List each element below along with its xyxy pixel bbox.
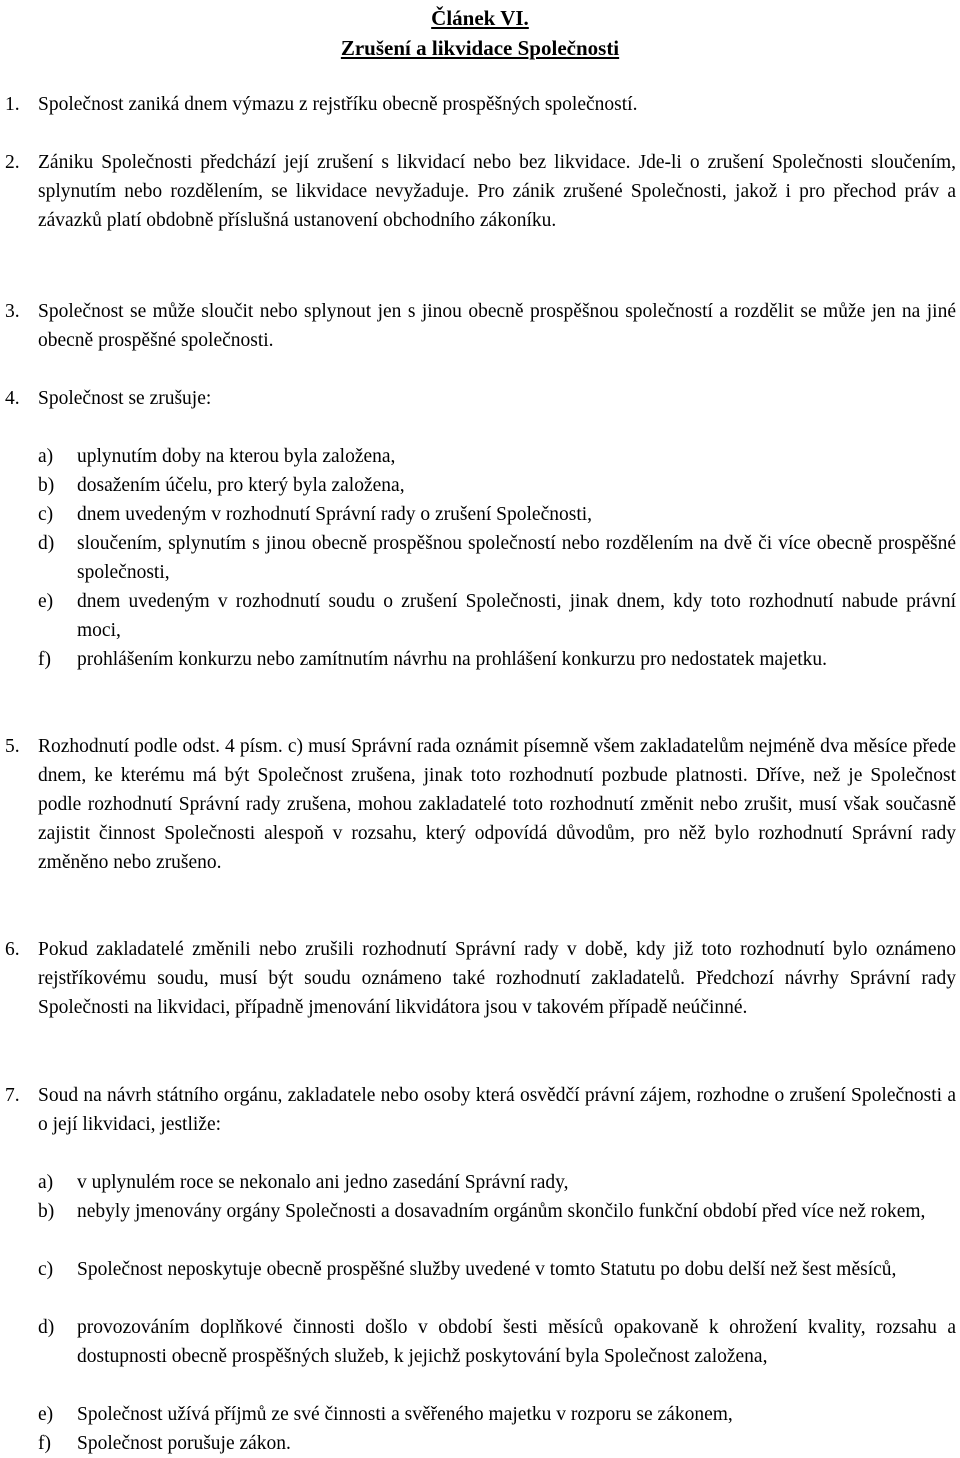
- list-letter: d): [38, 1317, 55, 1338]
- list-letter: c): [38, 1259, 54, 1280]
- paragraph-1: [0, 90, 956, 119]
- paragraph-number: 3.: [5, 301, 20, 322]
- paragraph-3: [0, 297, 956, 355]
- list-item: [38, 1168, 956, 1197]
- list-letter: c): [38, 504, 54, 525]
- list-text: v uplynulém roce se nekonalo ani jedno zasedání Správní rady,: [77, 1172, 569, 1193]
- list-item: [38, 1255, 956, 1284]
- paragraph-4: [0, 384, 956, 413]
- paragraph-2: [0, 148, 956, 235]
- list-text: provozováním doplňkové činnosti došlo v období šesti měsíců opakovaně k ohrožení kvality, rozsahu a dostupnosti obecně prospěšných služeb, k jejichž poskytování byla Společnost založena,: [77, 1317, 956, 1367]
- paragraph-text: Společnost se může sloučit nebo splynout jen s jinou obecně prospěšnou společností a rozdělit se může jen na jiné obecně prospěšné společnosti.: [38, 301, 956, 351]
- list-item: [38, 1429, 956, 1458]
- list-item: [38, 529, 956, 587]
- article-title: Zrušení a likvidace Společnosti: [340, 36, 620, 60]
- list-letter: b): [38, 1201, 55, 1222]
- list-text: Společnost užívá příjmů ze své činnosti a svěřeného majetku v rozporu se zákonem,: [77, 1404, 733, 1425]
- list-text: uplynutím doby na kterou byla založena,: [77, 446, 396, 467]
- article-number: Článek VI.: [431, 6, 529, 30]
- paragraph-number: 1.: [5, 94, 20, 115]
- paragraph-number: 6.: [5, 939, 20, 960]
- list-text: dnem uvedeným v rozhodnutí soudu o zrušení Společnosti, jinak dnem, kdy toto rozhodnutí nabude právní moci,: [77, 591, 956, 641]
- list-text: sloučením, splynutím s jinou obecně prospěšnou společností nebo rozdělením na dvě či více obecně prospěšné společnosti,: [77, 533, 956, 583]
- paragraph-number: 4.: [5, 388, 20, 409]
- paragraph-number: 7.: [5, 1085, 20, 1106]
- paragraph-text: Zániku Společnosti předchází její zrušení s likvidací nebo bez likvidace. Jde-li o zrušení Společnosti sloučením, splynutím nebo rozdělením, se likvidace nevyžaduje. Pro zánik zrušené Společnosti, jakož i pro přechod práv a závazků platí obdobně příslušná ustanovení obchodního zákoníku.: [38, 152, 956, 231]
- paragraph-text: Společnost zaniká dnem výmazu z rejstříku obecně prospěšných společností.: [38, 94, 638, 115]
- paragraph-5: [0, 732, 956, 877]
- list-text: nebyly jmenovány orgány Společnosti a dosavadním orgánům skončilo funkční období před více než rokem,: [77, 1201, 926, 1222]
- list-item: [38, 500, 956, 529]
- list-letter: f): [38, 1433, 51, 1454]
- list-text: dnem uvedeným v rozhodnutí Správní rady o zrušení Společnosti,: [77, 504, 593, 525]
- list-text: prohlášením konkurzu nebo zamítnutím návrhu na prohlášení konkurzu pro nedostatek majetku.: [77, 649, 828, 670]
- paragraph-7: [0, 1081, 956, 1139]
- paragraph-6: [0, 935, 956, 1022]
- list-item: [38, 1400, 956, 1429]
- list-item: [38, 1197, 956, 1226]
- paragraph-text: Pokud zakladatelé změnili nebo zrušili rozhodnutí Správní rady v době, kdy již toto rozhodnutí bylo oznámeno rejstříkovému soudu, musí být soudu oznámeno také rozhodnutí zakladatelů. Předchozí návrhy Správní rady Společnosti na likvidaci, případně jmenování likvidátora jsou v takovém případě neúčinné.: [38, 939, 956, 1018]
- list-item: [38, 442, 956, 471]
- list-letter: a): [38, 1172, 54, 1193]
- list-letter: d): [38, 533, 55, 554]
- list-text: dosažením účelu, pro který byla založena,: [77, 475, 405, 496]
- list-letter: b): [38, 475, 55, 496]
- list-letter: f): [38, 649, 51, 670]
- list-letter: a): [38, 446, 54, 467]
- list-letter: e): [38, 591, 54, 612]
- list-item: [38, 471, 956, 500]
- list-letter: e): [38, 1404, 54, 1425]
- list-text: Společnost porušuje zákon.: [77, 1433, 291, 1454]
- paragraph-text: Společnost se zrušuje:: [38, 388, 212, 409]
- paragraph-number: 5.: [5, 736, 20, 757]
- list-item: [38, 587, 956, 645]
- paragraph-text: Soud na návrh státního orgánu, zakladatele nebo osoby která osvědčí právní zájem, rozhodne o zrušení Společnosti a o její likvidaci, jestliže:: [38, 1085, 956, 1135]
- list-text: Společnost neposkytuje obecně prospěšné služby uvedené v tomto Statutu po dobu delší než šest měsíců,: [77, 1259, 897, 1280]
- paragraph-text: Rozhodnutí podle odst. 4 písm. c) musí Správní rada oznámit písemně všem zakladatelům nejméně dva měsíce přede dnem, ke kterému má být Společnost zrušena, jinak toto rozhodnutí pozbude platnosti. Dříve, než je Společnost podle rozhodnutí Správní rady zrušena, mohou zakladatelé toto rozhodnutí změnit nebo zrušit, musí však současně zajistit činnost Společnosti alespoň v rozsahu, který odpovídá důvodům, pro něž bylo rozhodnutí Správní rady změněno nebo zrušeno.: [38, 736, 956, 873]
- paragraph-number: 2.: [5, 152, 20, 173]
- list-item: [38, 1313, 956, 1371]
- list-item: [38, 645, 956, 674]
